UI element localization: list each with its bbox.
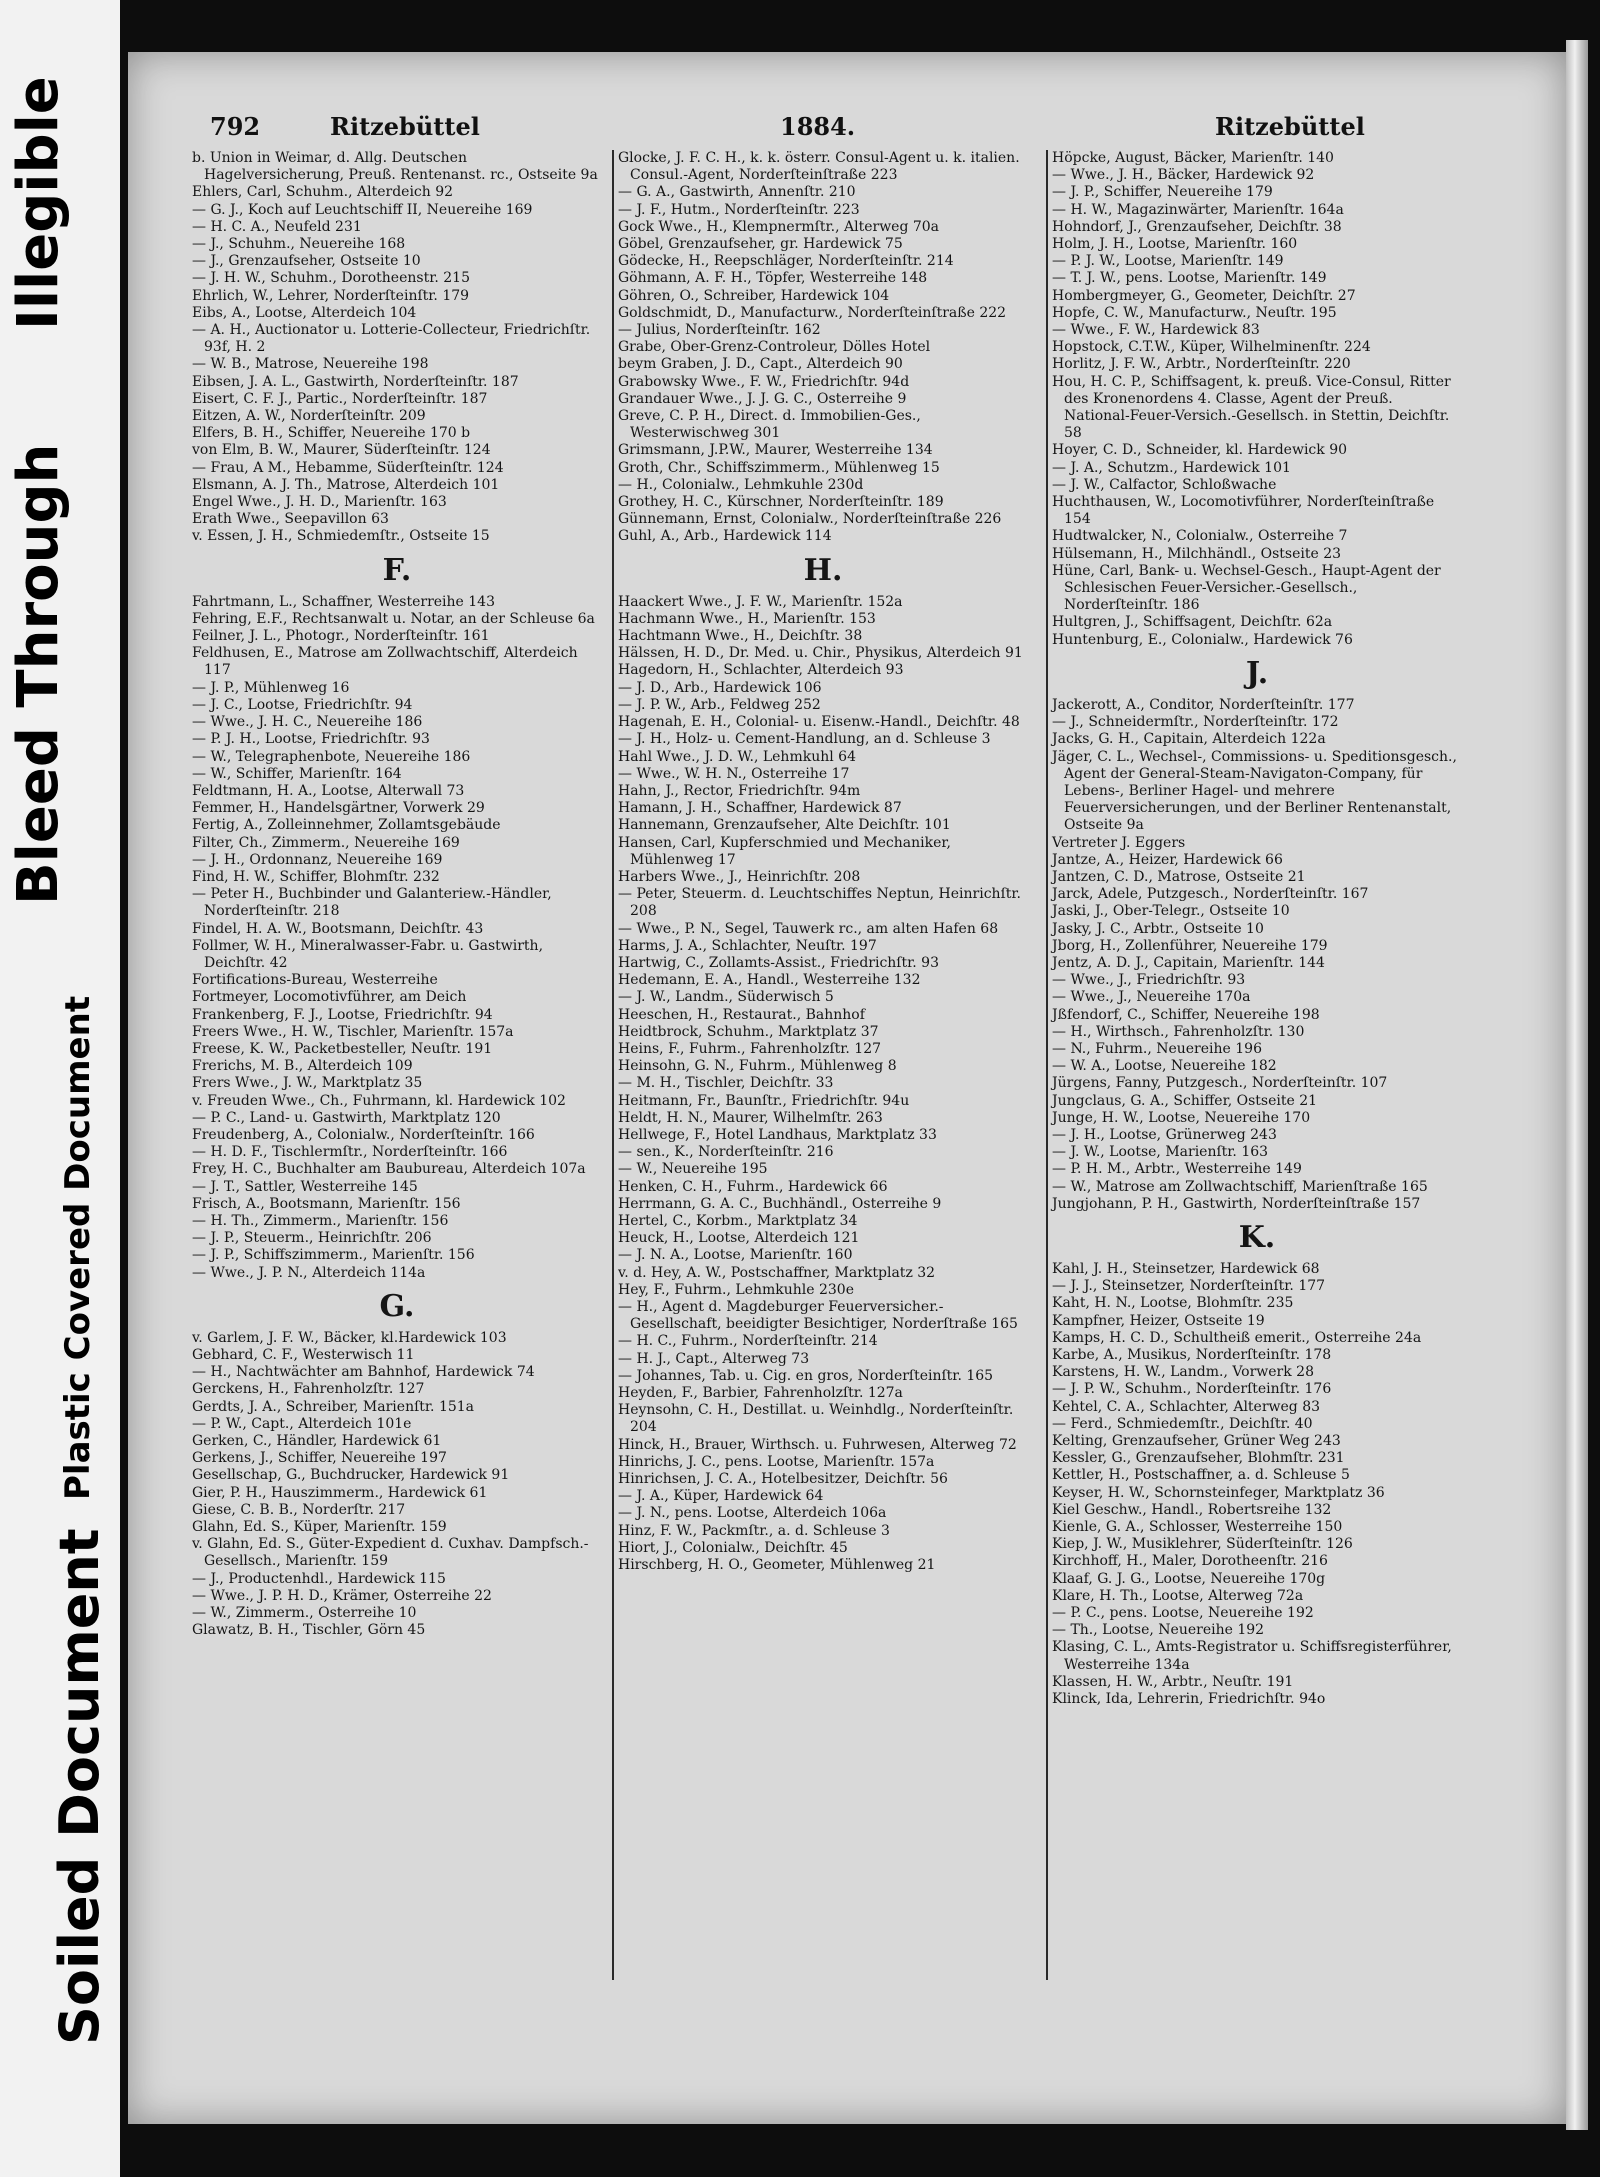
directory-entry: Goldschmidt, D., Manufacturw., Norderſteinſtraße 222 <box>618 304 1007 321</box>
directory-entry: Klinck, Ida, Lehrerin, Friedrichſtr. 94o <box>1052 1691 1326 1708</box>
directory-entry: von Elm, B. W., Maurer, Süderſteinſtr. 124 <box>192 442 491 459</box>
directory-entry: Ehlers, Carl, Schuhm., Alterdeich 92 <box>192 184 454 201</box>
directory-entry: — H., Colonialw., Lehmkuhle 230d <box>618 476 864 493</box>
directory-entry: Eitzen, A. W., Norderſteinſtr. 209 <box>192 408 426 425</box>
directory-entry: Hopstock, C.T.W., Küper, Wilhelminenſtr. 224 <box>1052 339 1371 356</box>
directory-entry: Giese, C. B. B., Norderſtr. 217 <box>192 1501 406 1518</box>
directory-entry: Grimsmann, J.P.W., Maurer, Westerreihe 134 <box>618 442 933 459</box>
directory-entry: Gerkens, J., Schiffer, Neuereihe 197 <box>192 1450 447 1467</box>
directory-entry: Huntenburg, E., Colonialw., Hardewick 76 <box>1052 631 1353 648</box>
directory-entry: — H. W., Magazinwärter, Marienſtr. 164a <box>1052 201 1344 218</box>
directory-entry: — W., Schiffer, Marienſtr. 164 <box>192 765 402 782</box>
directory-entry: Göhren, O., Schreiber, Hardewick 104 <box>618 287 890 304</box>
directory-entry: Fortifications-Bureau, Westerreihe <box>192 972 438 989</box>
directory-entry: — J. P. W., Arb., Feldweg 252 <box>618 696 821 713</box>
directory-entry: Gerckens, H., Fahrenholzſtr. 127 <box>192 1381 425 1398</box>
directory-entry: — J. W., Landm., Süderwisch 5 <box>618 989 834 1006</box>
directory-entry: — W. A., Lootse, Neuereihe 182 <box>1052 1058 1277 1075</box>
directory-column-1 <box>192 150 602 1639</box>
directory-entry: Kaht, H. N., Lootse, Blohmſtr. 235 <box>1052 1295 1294 1312</box>
directory-entry: — Wwe., J., Neuereihe 170a <box>1052 989 1251 1006</box>
directory-entry: — Wwe., J. P. H. D., Krämer, Osterreihe 22 <box>192 1587 492 1604</box>
directory-entry: — P. H. M., Arbtr., Westerreihe 149 <box>1052 1161 1302 1178</box>
directory-entry: Hey, F., Fuhrm., Lehmkuhle 230e <box>618 1281 855 1298</box>
directory-entry: — J. H., Lootse, Grünerweg 243 <box>1052 1126 1277 1143</box>
directory-entry: — Th., Lootse, Neuereihe 192 <box>1052 1622 1265 1639</box>
directory-entry: Filter, Ch., Zimmerm., Neuereihe 169 <box>192 834 460 851</box>
directory-entry: Feldhusen, E., Matrose am Zollwachtschiff, Alterdeich 117 <box>192 645 578 679</box>
directory-entry: — H. Th., Zimmerm., Marienſtr. 156 <box>192 1212 449 1229</box>
directory-entry: — Wwe., W. H. N., Osterreihe 17 <box>618 765 850 782</box>
page-header <box>210 112 1450 146</box>
directory-entry: — J. H., Holz- u. Cement-Handlung, an d. Schleuse 3 <box>618 731 991 748</box>
directory-entry: Huchthausen, W., Locomotivführer, Norderſteinſtraße 154 <box>1052 494 1435 528</box>
column-rule <box>612 150 614 1980</box>
directory-entry: — J. D., Arb., Hardewick 106 <box>618 679 822 696</box>
directory-entry: — Frau, A M., Hebamme, Süderſteinſtr. 124 <box>192 459 504 476</box>
directory-entry: Junge, H. W., Lootse, Neuereihe 170 <box>1052 1109 1311 1126</box>
directory-entry: Hultgren, J., Schiffsagent, Deichſtr. 62a <box>1052 614 1333 631</box>
left-running-title: Ritzebüttel <box>330 112 480 141</box>
directory-entry: Freers Wwe., H. W., Tischler, Marienſtr. 157a <box>192 1023 514 1040</box>
directory-entry: Eibs, A., Lootse, Alterdeich 104 <box>192 304 417 321</box>
directory-entry: Find, H. W., Schiffer, Blohmſtr. 232 <box>192 868 440 885</box>
directory-entry: Findel, H. A. W., Bootsmann, Deichſtr. 43 <box>192 920 484 937</box>
directory-entry: Femmer, H., Handelsgärtner, Vorwerk 29 <box>192 800 485 817</box>
directory-entry: — J. H. W., Schuhm., Dorotheenstr. 215 <box>192 270 470 287</box>
directory-entry: Jungclaus, G. A., Schiffer, Ostseite 21 <box>1052 1092 1318 1109</box>
year-heading: 1884. <box>780 112 856 141</box>
directory-entry: — Johannes, Tab. u. Cig. en gros, Norderſteinſtr. 165 <box>618 1367 994 1384</box>
directory-entry: Hannemann, Grenzaufseher, Alte Deichſtr. 101 <box>618 817 951 834</box>
directory-entry: — J. H., Ordonnanz, Neuereihe 169 <box>192 851 443 868</box>
directory-entry: Kessler, G., Grenzaufseher, Blohmſtr. 231 <box>1052 1450 1345 1467</box>
directory-entry: Kirchhoff, H., Maler, Dorotheenſtr. 216 <box>1052 1553 1328 1570</box>
directory-entry: Klasing, C. L., Amts-Registrator u. Schiffsregisterführer, Westerreihe 134a <box>1052 1639 1452 1673</box>
directory-entry: — H. C. A., Neufeld 231 <box>192 218 362 235</box>
left-label-strip <box>0 0 120 2177</box>
directory-entry: — J. N. A., Lootse, Marienſtr. 160 <box>618 1247 853 1264</box>
directory-entry: Frey, H. C., Buchhalter am Baubureau, Alterdeich 107a <box>192 1161 586 1178</box>
directory-entry: Kamps, H. C. D., Schultheiß emerit., Osterreihe 24a <box>1052 1329 1422 1346</box>
directory-entry: — Wwe., J. H., Bäcker, Hardewick 92 <box>1052 167 1315 184</box>
directory-entry: Guhl, A., Arb., Hardewick 114 <box>618 528 832 545</box>
directory-entry: v. Glahn, Ed. S., Güter-Expedient d. Cuxhav. Dampfsch.-Gesellsch., Marienſtr. 159 <box>192 1536 589 1570</box>
directory-entry: Greve, C. P. H., Direct. d. Immobilien-Ges., Westerwischweg 301 <box>618 408 921 442</box>
plastic-covered-label: Plastic Covered Document <box>58 995 98 1500</box>
directory-entry: — J. C., Lootse, Friedrichſtr. 94 <box>192 696 413 713</box>
directory-entry: — W., Neuereihe 195 <box>618 1161 768 1178</box>
directory-entry: Heuck, H., Lootse, Alterdeich 121 <box>618 1230 860 1247</box>
directory-entry: Kelting, Grenzaufseher, Grüner Weg 243 <box>1052 1433 1341 1450</box>
directory-entry: — A. H., Auctionator u. Lotterie-Collecteur, Friedrichſtr. 93f, H. 2 <box>192 322 591 356</box>
directory-entry: Jasky, J. C., Arbtr., Ostseite 10 <box>1052 920 1264 937</box>
directory-entry: — J. P., Schiffszimmerm., Marienſtr. 156 <box>192 1247 475 1264</box>
directory-entry: Frerichs, M. B., Alterdeich 109 <box>192 1058 413 1075</box>
directory-entry: Frisch, A., Bootsmann, Marienſtr. 156 <box>192 1195 461 1212</box>
directory-entry: Kienle, G. A., Schlosser, Westerreihe 150 <box>1052 1519 1343 1536</box>
directory-entry: — Wwe., F. W., Hardewick 83 <box>1052 322 1260 339</box>
directory-entry: Karstens, H. W., Landm., Vorwerk 28 <box>1052 1364 1315 1381</box>
directory-entry: Kehtel, C. A., Schlachter, Alterweg 83 <box>1052 1398 1321 1415</box>
directory-entry: Jborg, H., Zollenführer, Neuereihe 179 <box>1052 937 1328 954</box>
directory-entry: Glahn, Ed. S., Küper, Marienſtr. 159 <box>192 1519 447 1536</box>
directory-entry: Jackerott, A., Conditor, Norderſteinſtr. 177 <box>1052 696 1355 713</box>
directory-entry: Fertig, A., Zolleinnehmer, Zollamtsgebäude <box>192 817 501 834</box>
directory-entry: Kiel Geschw., Handl., Robertsreihe 132 <box>1052 1501 1332 1518</box>
directory-entry: Haackert Wwe., J. F. W., Marienſtr. 152a <box>618 593 903 610</box>
directory-entry: Jäger, C. L., Wechsel-, Commissions- u. Speditionsgesch., Agent der General-Steam-Navigaton-Company, für Lebens-, Berliner Hagel- und mehrere Feuerversicherungen, und der Berliner Rentenanstalt, Ostseite 9a <box>1052 748 1457 834</box>
directory-entry: Feilner, J. L., Photogr., Norderſteinſtr. 161 <box>192 628 490 645</box>
directory-entry: — H. C., Fuhrm., Norderſteinſtr. 214 <box>618 1333 878 1350</box>
directory-entry: — J. A., Schutzm., Hardewick 101 <box>1052 459 1291 476</box>
directory-entry: Klare, H. Th., Lootse, Alterweg 72a <box>1052 1587 1304 1604</box>
directory-entry: Gier, P. H., Hauszimmerm., Hardewick 61 <box>192 1484 488 1501</box>
directory-entry: Göbel, Grenzaufseher, gr. Hardewick 75 <box>618 236 903 253</box>
directory-entry: Gesellschap, G., Buchdrucker, Hardewick 91 <box>192 1467 510 1484</box>
directory-entry: — Peter, Steuerm. d. Leuchtschiffes Neptun, Heinrichſtr. 208 <box>618 886 1021 920</box>
directory-entry: Jarck, Adele, Putzgesch., Norderſteinſtr. 167 <box>1052 886 1369 903</box>
directory-entry: Jürgens, Fanny, Putzgesch., Norderſteinſtr. 107 <box>1052 1075 1388 1092</box>
directory-entry: — J. W., Calfactor, Schloßwache <box>1052 476 1277 493</box>
directory-entry: Hartwig, C., Zollamts-Assist., Friedrichſtr. 93 <box>618 954 939 971</box>
directory-entry: — G. J., Koch auf Leuchtschiff II, Neuereihe 169 <box>192 201 533 218</box>
directory-entry: Hohndorf, J., Grenzaufseher, Deichſtr. 38 <box>1052 218 1342 235</box>
directory-entry: beym Graben, J. D., Capt., Alterdeich 90 <box>618 356 903 373</box>
page-number: 792 <box>210 112 261 141</box>
directory-entry: — J., Productenhdl., Hardewick 115 <box>192 1570 446 1587</box>
directory-entry: Elsmann, A. J. Th., Matrose, Alterdeich 101 <box>192 476 500 493</box>
illegible-label: Illegible <box>6 76 71 330</box>
directory-entry: — T. J. W., pens. Lootse, Marienſtr. 149 <box>1052 270 1327 287</box>
directory-entry: Karbe, A., Musikus, Norderſteinſtr. 178 <box>1052 1347 1332 1363</box>
directory-entry: — H. J., Capt., Alterweg 73 <box>618 1350 810 1367</box>
section-letter: H. <box>803 552 843 588</box>
directory-entry: — W. B., Matrose, Neuereihe 198 <box>192 356 429 373</box>
directory-entry: Hahn, J., Rector, Friedrichſtr. 94m <box>618 782 861 799</box>
directory-entry: — J. A., Küper, Hardewick 64 <box>618 1488 824 1505</box>
directory-entry: Fahrtmann, L., Schaffner, Westerreihe 143 <box>192 593 495 610</box>
directory-entry: — Wwe., J. H. C., Neuereihe 186 <box>192 714 423 731</box>
directory-entry: Gock Wwe., H., Klempnermſtr., Alterweg 70a <box>618 218 940 235</box>
directory-entry: Höpcke, August, Bäcker, Marienſtr. 140 <box>1052 150 1334 166</box>
directory-entry: — H., Agent d. Magdeburger Feuerversicher.-Gesellschaft, beeidigter Besichtiger, Norderſtraße 165 <box>618 1299 1018 1333</box>
directory-entry: v. Garlem, J. F. W., Bäcker, kl.Hardewick 103 <box>192 1329 507 1346</box>
directory-entry: — J., Grenzaufseher, Ostseite 10 <box>192 253 421 270</box>
directory-entry: Eibsen, J. A. L., Gastwirth, Norderſteinſtr. 187 <box>192 373 519 390</box>
directory-entry: — J. P., Steuerm., Heinrichſtr. 206 <box>192 1230 432 1247</box>
soiled-document-label: Soiled Document <box>48 1528 111 2045</box>
directory-entry: — W., Matrose am Zollwachtschiff, Marienſtraße 165 <box>1052 1178 1428 1195</box>
directory-entry: Frers Wwe., J. W., Marktplatz 35 <box>192 1075 423 1092</box>
directory-entry: Hinrichs, J. C., pens. Lootse, Marienſtr. 157a <box>618 1453 935 1470</box>
directory-entry: Keyser, H. W., Schornsteinfeger, Marktplatz 36 <box>1052 1484 1385 1501</box>
directory-entry: Heitmann, Fr., Baunſtr., Friedrichſtr. 94u <box>618 1092 910 1109</box>
directory-entry: Heinsohn, G. N., Fuhrm., Mühlenweg 8 <box>618 1058 897 1075</box>
directory-entry: — sen., K., Norderſteinſtr. 216 <box>618 1144 834 1161</box>
directory-entry: Hagenah, E. H., Colonial- u. Eisenw.-Handl., Deichſtr. 48 <box>618 714 1020 731</box>
directory-entry: Grabe, Ober-Grenz-Controleur, Dölles Hotel <box>618 339 931 356</box>
directory-entry: Holm, J. H., Lootse, Marienſtr. 160 <box>1052 236 1298 253</box>
directory-entry: Hinrichsen, J. C. A., Hotelbesitzer, Deichſtr. 56 <box>618 1471 948 1488</box>
directory-entry: — J. F., Hutm., Norderſteinſtr. 223 <box>618 201 860 218</box>
directory-entry: Herrmann, G. A. C., Buchhändl., Osterreihe 9 <box>618 1195 942 1212</box>
directory-entry: — P. C., Land- u. Gastwirth, Marktplatz 120 <box>192 1109 501 1126</box>
directory-entry: Heeschen, H., Restaurat., Bahnhof <box>618 1006 865 1023</box>
directory-entry: Gödecke, H., Reepschläger, Norderſteinſtr. 214 <box>618 253 954 270</box>
directory-entry: Klassen, H. W., Arbtr., Neuſtr. 191 <box>1052 1673 1294 1690</box>
directory-entry: — P. W., Capt., Alterdeich 101e <box>192 1415 412 1432</box>
directory-entry: — J. J., Steinsetzer, Norderſteinſtr. 177 <box>1052 1278 1326 1295</box>
directory-entry: — Peter H., Buchbinder und Galanteriew.-Händler, Norderſteinſtr. 218 <box>192 886 552 920</box>
directory-entry: v. Essen, J. H., Schmiedemſtr., Ostseite 15 <box>192 528 490 545</box>
directory-entry: Hedemann, E. A., Handl., Westerreihe 132 <box>618 972 921 989</box>
section-letter: F. <box>382 552 412 588</box>
directory-entry: Gebhard, C. F., Westerwisch 11 <box>192 1347 415 1363</box>
directory-entry: — P. C., pens. Lootse, Neuereihe 192 <box>1052 1605 1314 1622</box>
directory-entry: b. Union in Weimar, d. Allg. Deutschen Hagelversicherung, Preuß. Rentenanst. rc., Ostseite 9a <box>192 150 598 184</box>
directory-entry: Vertreter J. Eggers <box>1052 834 1186 851</box>
directory-entry: — N., Fuhrm., Neuereihe 196 <box>1052 1040 1262 1057</box>
directory-entry: Hopfe, C. W., Manufacturw., Neuſtr. 195 <box>1052 304 1337 321</box>
directory-entry: Grothey, H. C., Kürschner, Norderſteinſtr. 189 <box>618 494 944 511</box>
directory-entry: Kampfner, Heizer, Ostseite 19 <box>1052 1312 1265 1329</box>
directory-entry: Hirschberg, H. O., Geometer, Mühlenweg 21 <box>618 1557 936 1574</box>
directory-entry: Hinz, F. W., Packmſtr., a. d. Schleuse 3 <box>618 1522 890 1539</box>
directory-entry: Kahl, J. H., Steinsetzer, Hardewick 68 <box>1052 1260 1320 1277</box>
bleed-through-label: Bleed Through <box>6 443 71 905</box>
directory-entry: Hamann, J. H., Schaffner, Hardewick 87 <box>618 800 902 817</box>
directory-entry: Hüne, Carl, Bank- u. Wechsel-Gesch., Haupt-Agent der Schlesischen Feuer-Versicher.-Gesellsch., Norderſteinſtr. 186 <box>1052 562 1441 614</box>
directory-entry: Engel Wwe., J. H. D., Marienſtr. 163 <box>192 494 447 511</box>
directory-entry: Hülsemann, H., Milchhändl., Ostseite 23 <box>1052 545 1342 562</box>
directory-entry: Hoyer, C. D., Schneider, kl. Hardewick 90 <box>1052 442 1348 459</box>
directory-entry: — Wwe., P. N., Segel, Tauwerk rc., am alten Hafen 68 <box>618 920 999 937</box>
directory-entry: — H., Nachtwächter am Bahnhof, Hardewick 74 <box>192 1364 535 1381</box>
directory-entry: Frankenberg, F. J., Lootse, Friedrichſtr. 94 <box>192 1006 493 1023</box>
directory-entry: — J. W., Lootse, Marienſtr. 163 <box>1052 1144 1269 1161</box>
directory-entry: Hombergmeyer, G., Geometer, Deichſtr. 27 <box>1052 287 1356 304</box>
directory-entry: Hahl Wwe., J. D. W., Lehmkuhl 64 <box>618 748 856 765</box>
directory-entry: Grandauer Wwe., J. J. G. C., Osterreihe 9 <box>618 390 907 407</box>
directory-entry: — H., Wirthsch., Fahrenholzſtr. 130 <box>1052 1023 1305 1040</box>
directory-entry: Hachtmann Wwe., H., Deichſtr. 38 <box>618 628 863 645</box>
directory-entry: Freese, K. W., Packetbesteller, Neuſtr. 191 <box>192 1040 493 1057</box>
directory-entry: Fehring, E.F., Rechtsanwalt u. Notar, an der Schleuse 6a <box>192 610 595 627</box>
directory-entry: Glocke, J. F. C. H., k. k. österr. Consul-Agent u. k. italien. Consul.-Agent, Norderſteinſtraße 223 <box>618 150 1020 184</box>
directory-entry: Glawatz, B. H., Tischler, Görn 45 <box>192 1622 426 1639</box>
directory-entry: — P. J. W., Lootse, Marienſtr. 149 <box>1052 253 1284 270</box>
directory-entry: Jaski, J., Ober-Telegr., Ostseite 10 <box>1052 903 1290 920</box>
directory-entry: — Wwe., J., Friedrichſtr. 93 <box>1052 972 1246 989</box>
directory-entry: Hou, H. C. P., Schiffsagent, k. preuß. Vice-Consul, Ritter des Kronenordens 4. Classe, Agent der Preuß. National-Feuer-Versich.-Gesellsch. in Stettin, Deichſtr. 58 <box>1052 373 1451 442</box>
directory-entry: Jacks, G. H., Capitain, Alterdeich 122a <box>1052 731 1326 748</box>
directory-entry: — M. H., Tischler, Deichſtr. 33 <box>618 1075 834 1092</box>
directory-entry: Heins, F., Fuhrm., Fahrenholzſtr. 127 <box>618 1040 882 1057</box>
directory-entry: — Ferd., Schmiedemſtr., Deichſtr. 40 <box>1052 1415 1313 1432</box>
directory-entry: — J. P., Schiffer, Neuereihe 179 <box>1052 184 1273 201</box>
directory-entry: Kettler, H., Postschaffner, a. d. Schleuse 5 <box>1052 1467 1350 1484</box>
directory-entry: — J., Schneidermſtr., Norderſteinſtr. 172 <box>1052 714 1339 731</box>
directory-entry: Jantze, A., Heizer, Hardewick 66 <box>1052 851 1283 868</box>
directory-entry: — W., Telegraphenbote, Neuereihe 186 <box>192 748 471 765</box>
directory-entry: Horlitz, J. F. W., Arbtr., Norderſteinſtr. 220 <box>1052 356 1351 373</box>
directory-column-3 <box>1052 150 1462 1708</box>
directory-entry: Hälssen, H. D., Dr. Med. u. Chir., Physikus, Alterdeich 91 <box>618 645 1023 662</box>
directory-entry: Heyden, F., Barbier, Fahrenholzſtr. 127a <box>618 1385 903 1402</box>
directory-entry: Harms, J. A., Schlachter, Neuſtr. 197 <box>618 937 877 954</box>
directory-entry: Heidtbrock, Schuhm., Marktplatz 37 <box>618 1023 879 1040</box>
directory-entry: Hachmann Wwe., H., Marienſtr. 153 <box>618 610 876 627</box>
directory-entry: Hansen, Carl, Kupferschmied und Mechaniker, Mühlenweg 17 <box>618 834 952 868</box>
directory-entry: Jentz, A. D. J., Capitain, Marienſtr. 144 <box>1052 954 1325 971</box>
directory-entry: v. d. Hey, A. W., Postschaffner, Marktplatz 32 <box>618 1264 936 1281</box>
directory-entry: — G. A., Gastwirth, Annenſtr. 210 <box>618 184 856 201</box>
directory-entry: v. Freuden Wwe., Ch., Fuhrmann, kl. Hardewick 102 <box>192 1092 566 1109</box>
directory-entry: Henken, C. H., Fuhrm., Hardewick 66 <box>618 1178 888 1195</box>
directory-entry: Hertel, C., Korbm., Marktplatz 34 <box>618 1212 858 1229</box>
directory-entry: Heynsohn, C. H., Destillat. u. Weinhdlg., Norderſteinſtr. 204 <box>618 1402 1014 1436</box>
directory-entry: Jantzen, C. D., Matrose, Ostseite 21 <box>1052 868 1306 885</box>
directory-entry: Jungjohann, P. H., Gastwirth, Norderſteinſtraße 157 <box>1052 1195 1421 1212</box>
directory-entry: Hinck, H., Brauer, Wirthsch. u. Fuhrwesen, Alterweg 72 <box>618 1436 1017 1453</box>
directory-entry: Heldt, H. N., Maurer, Wilhelmſtr. 263 <box>618 1109 883 1126</box>
directory-entry: Ehrlich, W., Lehrer, Norderſteinſtr. 179 <box>192 287 470 304</box>
directory-entry: Feldtmann, H. A., Lootse, Alterwall 73 <box>192 782 465 799</box>
directory-entry: Elfers, B. H., Schiffer, Neuereihe 170 b <box>192 425 471 442</box>
directory-entry: Gerdts, J. A., Schreiber, Marienſtr. 151a <box>192 1398 475 1415</box>
directory-entry: — J. N., pens. Lootse, Alterdeich 106a <box>618 1505 887 1522</box>
directory-entry: Kiep, J. W., Musiklehrer, Süderſteinſtr. 126 <box>1052 1536 1353 1553</box>
directory-entry: Jßfendorf, C., Schiffer, Neuereihe 198 <box>1052 1006 1320 1023</box>
directory-entry: — Wwe., J. P. N., Alterdeich 114a <box>192 1264 426 1281</box>
column-rule <box>1046 150 1048 1980</box>
section-letter: K. <box>1238 1219 1276 1255</box>
directory-entry: Harbers Wwe., J., Heinrichſtr. 208 <box>618 868 861 885</box>
directory-entry: Erath Wwe., Seepavillon 63 <box>192 511 389 528</box>
section-letter: G. <box>379 1288 415 1324</box>
page-edge <box>1566 40 1588 2130</box>
directory-entry: Grabowsky Wwe., F. W., Friedrichſtr. 94d <box>618 373 910 390</box>
directory-entry: Gerken, C., Händler, Hardewick 61 <box>192 1433 442 1450</box>
directory-entry: Follmer, W. H., Mineralwasser-Fabr. u. Gastwirth, Deichſtr. 42 <box>192 937 544 971</box>
directory-entry: Freudenberg, A., Colonialw., Norderſteinſtr. 166 <box>192 1126 535 1143</box>
directory-entry: Hellwege, F., Hotel Landhaus, Marktplatz 33 <box>618 1126 937 1143</box>
directory-entry: Eisert, C. F. J., Partic., Norderſteinſtr. 187 <box>192 390 488 407</box>
directory-entry: — H. D. F., Tischlermſtr., Norderſteinſtr. 166 <box>192 1144 508 1161</box>
right-running-title: Ritzebüttel <box>1215 112 1365 141</box>
directory-entry: Hiort, J., Colonialw., Deichſtr. 45 <box>618 1539 848 1556</box>
directory-entry: Klaaf, G. J. G., Lootse, Neuereihe 170g <box>1052 1570 1326 1587</box>
directory-entry: — J. T., Sattler, Westerreihe 145 <box>192 1178 418 1195</box>
directory-entry: Göhmann, A. F. H., Töpfer, Westerreihe 148 <box>618 270 928 287</box>
directory-entry: — J. P. W., Schuhm., Norderſteinſtr. 176 <box>1052 1381 1332 1398</box>
directory-entry: — P. J. H., Lootse, Friedrichſtr. 93 <box>192 731 430 748</box>
directory-entry: Hudtwalcker, N., Colonialw., Osterreihe 7 <box>1052 528 1348 545</box>
directory-entry: — J., Schuhm., Neuereihe 168 <box>192 236 406 253</box>
directory-entry: — J. P., Mühlenweg 16 <box>192 679 350 696</box>
directory-entry: — Julius, Norderſteinſtr. 162 <box>618 322 821 339</box>
directory-column-2 <box>618 150 1028 1574</box>
section-letter: J. <box>1245 655 1269 691</box>
directory-entry: — W., Zimmerm., Osterreihe 10 <box>192 1605 417 1622</box>
directory-entry: Fortmeyer, Locomotivführer, am Deich <box>192 989 467 1006</box>
directory-entry: Hagedorn, H., Schlachter, Alterdeich 93 <box>618 662 904 679</box>
directory-entry: Groth, Chr., Schiffszimmerm., Mühlenweg 15 <box>618 459 940 476</box>
directory-entry: Günnemann, Ernst, Colonialw., Norderſteinſtraße 226 <box>618 511 1002 528</box>
